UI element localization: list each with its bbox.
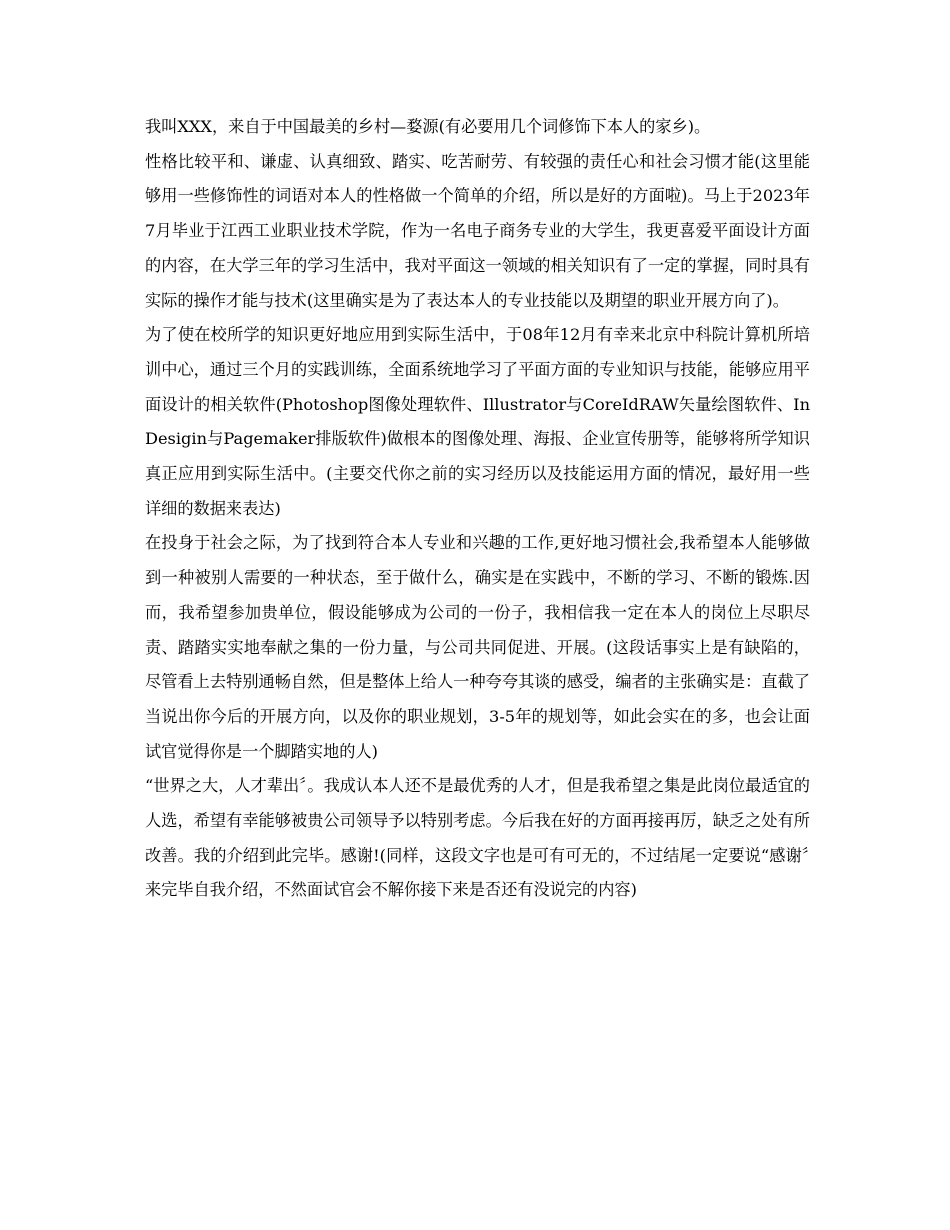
paragraph-personality-education: 性格比较平和、谦虚、认真细致、踏实、吃苦耐劳、有较强的责任心和社会习惯才能(这里能够用一些修饰性的词语对本人的性格做一个简单的介绍，所以是好的方面啦)。马上于2023年7月毕业于江西工业职业技术学院，作为一名电子商务专业的大学生，我更喜爱平面设计方面的内容，在大学三年的学习生活中，我对平面这一领域的相关知识有了一定的掌握，同时具有实际的操作才能与技术(这里确实是为了表达本人的专业技能以及期望的职业开展方向了)。 — [145, 151, 810, 310]
paragraph-career-goals: 在投身于社会之际，为了找到符合本人专业和兴趣的工作,更好地习惯社会,我希望本人能够做到一种被别人需要的一种状态，至于做什么，确实是在实践中，不断的学习、不断的锻炼.因而，我希望参加贵单位，假设能够成为公司的一份子，我相信我一定在本人的岗位上尽职尽责、踏踏实实地奉献之集的一份力量，与公司共同促进、开展。(这段话事实上是有缺陷的，尽管看上去特别通畅自然，但是整体上给人一种夸夸其谈的感受，编者的主张确实是：直截了当说出你今后的开展方向，以及你的职业规划，3-5年的规划等，如此会实在的多，也会让面试官觉得你是一个脚踏实地的人) — [145, 533, 810, 761]
document-body — [145, 110, 810, 908]
paragraph-intro: 我叫XXX，来自于中国最美的乡村—婺源(有必要用几个词修饰下本人的家乡)。 — [145, 117, 711, 136]
paragraph-closing: “世界之大，人才辈出〞。我成认本人还不是最优秀的人才，但是我希望之集是此岗位最适宜的人选，希望有幸能够被贵公司领导予以特别考虑。今后我在好的方面再接再厉，缺乏之处有所改善。我的介绍到此完毕。感谢!(同样，这段文字也是可有可无的，不过结尾一定要说“感谢〞来完毕自我介绍，不然面试官会不解你接下来是否还有没说完的内容) — [145, 776, 810, 900]
paragraph-training-experience: 为了使在校所学的知识更好地应用到实际生活中，于08年12月有幸来北京中科院计算机所培训中心，通过三个月的实践训练，全面系统地学习了平面方面的专业知识与技能，能够应用平面设计的相关软件(Photoshop图像处理软件、Illustrator与CoreIdRAW矢量绘图软件、InDesigin与Pagemaker排版软件)做根本的图像处理、海报、企业宣传册等，能够将所学知识真正应用到实际生活中。(主要交代你之前的实习经历以及技能运用方面的情况，最好用一些详细的数据来表达) — [145, 325, 810, 518]
